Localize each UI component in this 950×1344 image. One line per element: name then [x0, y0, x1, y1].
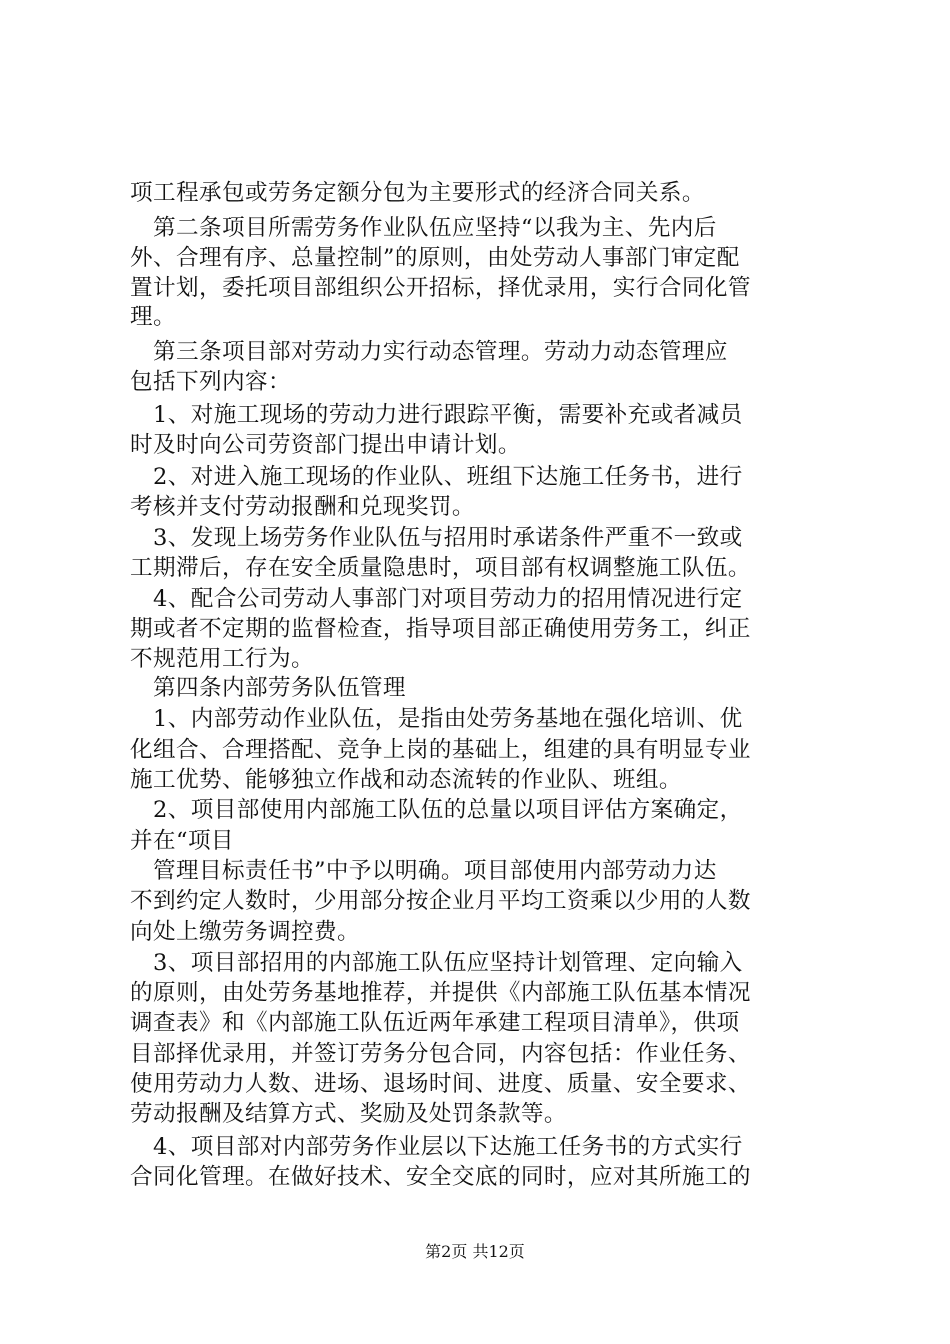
text-line: 目部择优录用，并签订劳务分包合同，内容包括：作业任务、: [130, 1041, 751, 1067]
text-line: 4、项目部对内部劳务作业层以下达施工任务书的方式实行: [130, 1134, 743, 1160]
text-line: 工期滞后，存在安全质量隐患时，项目部有权调整施工队伍。: [130, 555, 751, 581]
text-line: 向处上缴劳务调控费。: [130, 919, 360, 945]
text-line: 第四条内部劳务队伍管理: [130, 675, 406, 701]
text-line: 调查表》和《内部施工队伍近两年承建工程项目清单》，供项: [130, 1010, 740, 1036]
text-line: 1、内部劳动作业队伍，是指由处劳务基地在强化培训、优: [130, 706, 743, 732]
text-line: 理。: [130, 304, 176, 330]
text-line: 使用劳动力人数、进场、退场时间、进度、质量、安全要求、: [130, 1071, 751, 1097]
text-line: 第二条项目所需劳务作业队伍应坚持“以我为主、先内后: [130, 215, 717, 241]
text-line: 施工优势、能够独立作战和动态流转的作业队、班组。: [130, 767, 682, 793]
text-line: 化组合、合理搭配、竞争上岗的基础上，组建的具有明显专业: [130, 737, 751, 763]
text-line: 并在“项目: [130, 828, 234, 854]
text-line: 外、合理有序、总量控制”的原则，由处劳动人事部门审定配: [130, 245, 740, 271]
text-line: 置计划，委托项目部组织公开招标，择优录用，实行合同化管: [130, 275, 751, 301]
text-line: 包括下列内容：: [130, 369, 291, 395]
text-line: 4、配合公司劳动人事部门对项目劳动力的招用情况进行定: [130, 586, 743, 612]
page-footer: 第2页 共12页: [425, 1242, 525, 1261]
text-line: 期或者不定期的监督检查，指导项目部正确使用劳务工，纠正: [130, 616, 751, 642]
text-line: 2、项目部使用内部施工队伍的总量以项目评估方案确定，: [130, 797, 743, 823]
text-line: 劳动报酬及结算方式、奖励及处罚条款等。: [130, 1101, 567, 1127]
text-line: 3、项目部招用的内部施工队伍应坚持计划管理、定向输入: [130, 950, 743, 976]
text-line: 2、对进入施工现场的作业队、班组下达施工任务书，进行: [130, 464, 743, 490]
text-line: 时及时向公司劳资部门提出申请计划。: [130, 432, 521, 458]
text-line: 不到约定人数时，少用部分按企业月平均工资乘以少用的人数: [130, 888, 751, 914]
text-line: 合同化管理。在做好技术、安全交底的同时，应对其所施工的: [130, 1164, 751, 1190]
text-line: 不规范用工行为。: [130, 646, 314, 672]
text-line: 项工程承包或劳务定额分包为主要形式的经济合同关系。: [130, 180, 705, 206]
text-line: 考核并支付劳动报酬和兑现奖罚。: [130, 494, 475, 520]
text-line: 管理目标责任书”中予以明确。项目部使用内部劳动力达: [130, 858, 717, 884]
text-line: 的原则，由处劳务基地推荐，并提供《内部施工队伍基本情况: [130, 980, 751, 1006]
text-line: 第三条项目部对劳动力实行动态管理。劳动力动态管理应: [130, 339, 728, 365]
text-line: 1、对施工现场的劳动力进行跟踪平衡，需要补充或者减员: [130, 402, 743, 428]
text-line: 3、发现上场劳务作业队伍与招用时承诺条件严重不一致或: [130, 525, 743, 551]
